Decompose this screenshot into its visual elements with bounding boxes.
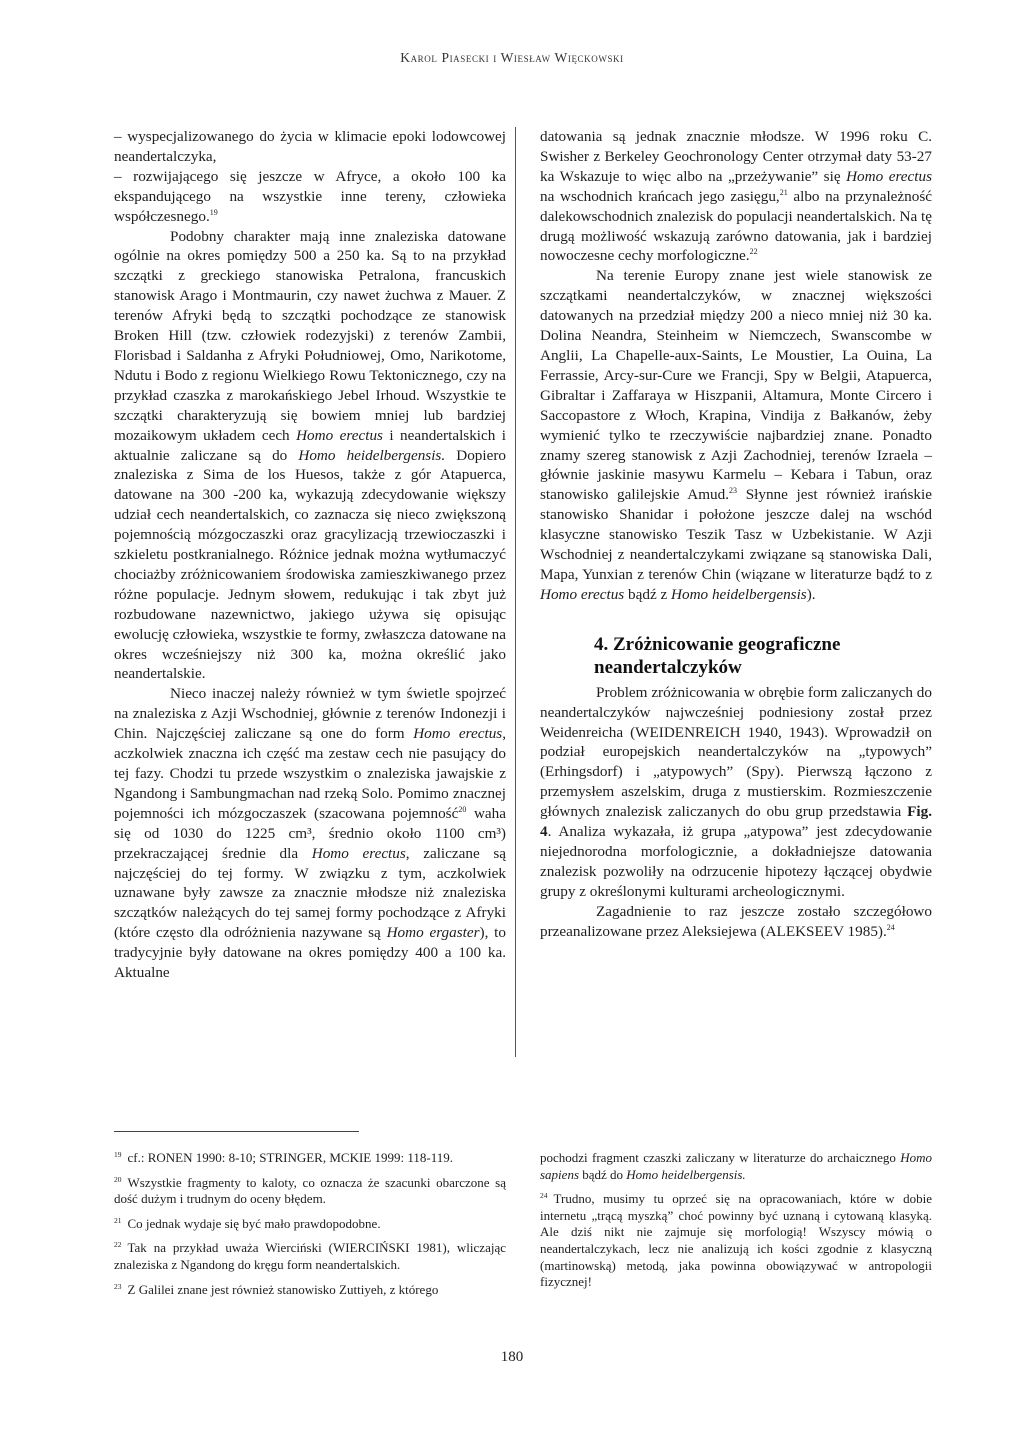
footnotes-right xyxy=(540,1150,932,1296)
text: Słynne jest również irańskie stanowisko Shanidar i położone jeszcze dalej na wschód klasyczne stanowisko Teszik Tasz w Uzbekistanie. W Azji Wschodniej z neandertalczykami związane są stanowiska Dali, Mapa, Yunxian z terenów Chin (wiązane w literaturze bądź to z xyxy=(540,486,932,583)
paragraph xyxy=(114,167,506,227)
paragraph xyxy=(540,266,932,604)
taxon-name: Homo erectus xyxy=(540,585,625,603)
running-head: Karol Piasecki i Wiesław Więckowski xyxy=(400,50,624,65)
taxon-name: Homo heidelbergensis xyxy=(671,585,807,603)
footnote-ref[interactable]: 24 xyxy=(886,922,895,932)
paragraph xyxy=(540,683,932,902)
footnote xyxy=(114,1147,506,1167)
footnote-number: 24 xyxy=(540,1191,548,1201)
footnote-ref[interactable]: 19 xyxy=(209,207,218,217)
taxon-name: Homo erectus xyxy=(846,167,933,185)
text: Podobny charakter mają inne znaleziska datowane ogólnie na okres pomiędzy 500 a 250 ka. Są to na przykład szczątki z greckiego stanowiska Petralona, francuskich stanowisk Arago i Montmaurin, czy nawet żuchwa z Mauer. Z terenów Afryki będą to szczątki pochodzące ze stanowisk Broken Hill (tzw. człowiek rodezyjski) z terenów Zambii, Florisbad i Saldanha z Afryki Południowej, Omo, Narikotome, Ndutu i Bodo z regionu Wielkiego Rowu Tektonicznego, czy na przykład czaszka z marokańskiego Jebel Irhoud. Wszystkie te szczątki charakteryzują się bowiem mniej lub bardziej mozaikowym układem cech xyxy=(114,227,506,444)
footnote-continuation xyxy=(540,1150,932,1183)
footnote xyxy=(114,1172,506,1208)
text: , aczkolwiek znaczna ich część ma zestaw cech nie pasujący do tej fazy. Chodzi tu przede wszystkim o znaleziska jawajskie z Ngandong i Sambungmachan nad rzeką Solo. Pomimo znacznej pojemności ich mózgoczaszek (szacowana pojemność xyxy=(114,725,507,822)
footnote-ref[interactable]: 23 xyxy=(729,486,738,496)
taxon-name: Homo heidelbergensis. xyxy=(298,446,446,464)
text: , zaliczane są najczęściej do tej formy. W związku z tym, aczkolwiek uznawane były zawsze za znacznie młodsze niż znaleziska szczątków należących do tej samej formy pochodzące z Afryki (które często dla odróżnienia nazywane są xyxy=(114,844,506,942)
footnote-number: 19 xyxy=(114,1150,122,1159)
paragraph xyxy=(114,227,506,685)
section-heading: 4. Zróżnicowanie geograficzne neandertalczyków xyxy=(594,633,841,678)
paragraph xyxy=(540,127,932,266)
text: albo na przynależność dalekowschodnich znalezisk do populacji neandertalskich. Na tę drugą możliwość wskazują zarówno datowania, jak i bardziej nowoczesne cechy morfologiczne. xyxy=(540,187,932,265)
footnote-text: cf.: RONEN 1990: 8-10; STRINGER, MCKIE 1999: 118-119. xyxy=(127,1150,453,1165)
paragraph xyxy=(114,684,506,983)
footnote xyxy=(114,1237,506,1273)
figure-ref[interactable]: Fig. 4 xyxy=(540,803,933,841)
text: i neandertalskich i aktualnie zaliczane są do xyxy=(114,426,506,464)
text: Zagadnienie to raz jeszcze zostało szczegółowo przeanalizowane przez Aleksiejewa (ALEKSEEV 1985). xyxy=(540,902,932,940)
footnote-number: 21 xyxy=(114,1215,122,1225)
footnote xyxy=(540,1188,932,1291)
taxon-name: Homo sapiens xyxy=(540,1150,932,1182)
footnote-text: Z Galilei znane jest również stanowisko Zuttiyeh, z którego xyxy=(127,1281,439,1297)
text: Na terenie Europy znane jest wiele stanowisk ze szczątkami neandertalczyków, w znacznej większości datowanych na przedział między 200 a nieco mniej niż 30 ka. Dolina Neandra, Steinheim w Niemczech, Swanscombe w Anglii, La Chapelle-aux-Saints, Le Moustier, La Ouina, La Ferrassie, Arcy-sur-Cure we Francji, Spy w Belgii, Atapuerca, Gibraltar i Zaffaraya w Hiszpanii, Altamura, Monte Circero i Saccopastore z Włoch, Krapina, Vindija z Bałkanów, żeby wymienić tylko te rzeczywiście najbardziej znane. Ponadto znamy szereg stanowisk z Azji Zachodniej, terenów Izraela – głównie jaskinie masywu Karmelu – Kebara i Tabun, oraz stanowisko galilejskie Amud. xyxy=(540,267,932,504)
text: waha się od 1030 do 1225 cm³, średnio około 1100 cm³) przekraczającej średnie dla xyxy=(114,804,506,862)
footnote-number: 22 xyxy=(114,1240,122,1250)
text: na wschodnich krańcach jego zasięgu, xyxy=(540,187,780,205)
footnote xyxy=(114,1279,506,1299)
footnote-ref[interactable]: 20 xyxy=(458,804,467,814)
footnote-text: Trudno, musimy tu oprzeć się na opracowaniach, które w dobie internetu „trącą myszką” choć powinny być uznaną i cytowaną klasyką. Ale dziś nikt nie zajmuje się morfologią! Wszyscy mówią o neandertalczykach, lecz nie analizują ich kości zgodnie z klasyczną (martinowską) metodą, jaka powinna obowiązywać w antropologii fizycznej! xyxy=(540,1191,932,1290)
footnote-text: Wszystkie fragmenty to kaloty, co oznacza że szacunki obarczone są dość dużym i trudnym do oceny błędem. xyxy=(114,1174,506,1207)
footnote-text: pochodzi fragment czaszki zaliczany w literaturze do archaicznego xyxy=(540,1150,896,1165)
text: bądź z xyxy=(628,585,668,603)
footnote-number: 23 xyxy=(114,1281,122,1291)
paragraph xyxy=(540,902,932,942)
right-column xyxy=(540,127,932,942)
text: ). xyxy=(806,585,816,603)
footnote-ref[interactable]: 22 xyxy=(749,247,758,257)
footnote-text: Tak na przykład uważa Wierciński (WIERCIŃSKI 1981), wliczając znaleziska z Ngandong do kręgu form neandertalskich. xyxy=(114,1240,506,1272)
taxon-name: Homo erectus xyxy=(296,426,383,444)
footnote xyxy=(114,1213,506,1233)
text: Nieco inaczej należy również w tym świetle spojrzeć na znaleziska z Azji Wschodniej, głównie z terenów Indonezji i Chin. Najczęściej zaliczane są one do form xyxy=(114,685,506,743)
text: datowania są jednak znacznie młodsze. W 1996 roku C. Swisher z Berkeley Geochronology Center otrzymał daty 53-27 ka Wskazuje to więc albo na „przeżywanie” się xyxy=(540,128,932,185)
left-column xyxy=(114,127,506,983)
column-divider xyxy=(515,127,516,1057)
text: – wyspecjalizowanego do życia w klimacie epoki lodowcowej neandertalczyka, xyxy=(114,128,506,165)
footnote-ref[interactable]: 21 xyxy=(779,187,788,197)
footnote-number: 20 xyxy=(114,1174,122,1184)
text: Dopiero znaleziska z Sima de los Huesos, także z gór Atapuerca, datowane na 300 -200 ka, wykazują zdecydowanie większy udział cech neandertalskich, co zaznacza się nieco zwiększoną pojemnością mózgoczaszki oraz gracylizacją trzewioczaszki i szkieletu postkranialnego. Różnice jednak można wytłumaczyć chociażby zróżnicowaniem środowiska zamieszkiwanego przez różne populacje. Jednym słowem, redukując i tak zbyt już rozbudowane nazewnictwo, jakiego używa się opisując ewolucję człowieka, wszystkie te formy, zwłaszcza datowane na okres wcześniejszy niż 300 ka, można określić jako neandertalskie. xyxy=(114,446,507,683)
footnotes-left xyxy=(114,1147,506,1303)
taxon-name: Homo erectus xyxy=(311,844,406,862)
text: – rozwijającego się jeszcze w Afryce, a około 100 ka ekspandującego na wszystkie inne tereny, człowieka współczesnego. xyxy=(114,167,506,225)
taxon-name: Homo ergaster xyxy=(386,924,480,942)
footnote-rule xyxy=(114,1131,359,1132)
text: Problem zróżnicowania w obrębie form zaliczanych do neandertalczyków najwcześniej podniesiony został przez Weidenreicha (WEIDENREICH 1940, 1943). Wprowadził on podział europejskich neandertalczyków na „typowych” (Erhingsdorf) i „atypowych” (Spy). Pierwszą łączono z przemysłem aszelskim, druga z mustierskim. Rozmieszczenie głównych znalezisk zaliczanych do obu grup przedstawia xyxy=(540,683,932,821)
footnote-text: bądź do xyxy=(582,1166,624,1182)
paragraph xyxy=(114,127,506,167)
taxon-name: Homo heidelbergensis. xyxy=(626,1166,746,1182)
text: . Analiza wykazała, iż grupa „atypowa” jest zdecydowanie niejednorodna morfologicznie, a dokładniejsze datowania znalezisk pozwoliły na odrzucenie hipotezy łączącej obydwie grupy z określonymi kulturami archeologicznymi. xyxy=(540,823,932,900)
footnote-text: Co jednak wydaje się być mało prawdopodobne. xyxy=(127,1215,381,1231)
text: ), to tradycyjnie były datowane na okres pomiędzy 400 a 100 ka. Aktualne xyxy=(114,924,506,982)
page-number: 180 xyxy=(500,1349,524,1365)
taxon-name: Homo erectus xyxy=(413,725,503,743)
